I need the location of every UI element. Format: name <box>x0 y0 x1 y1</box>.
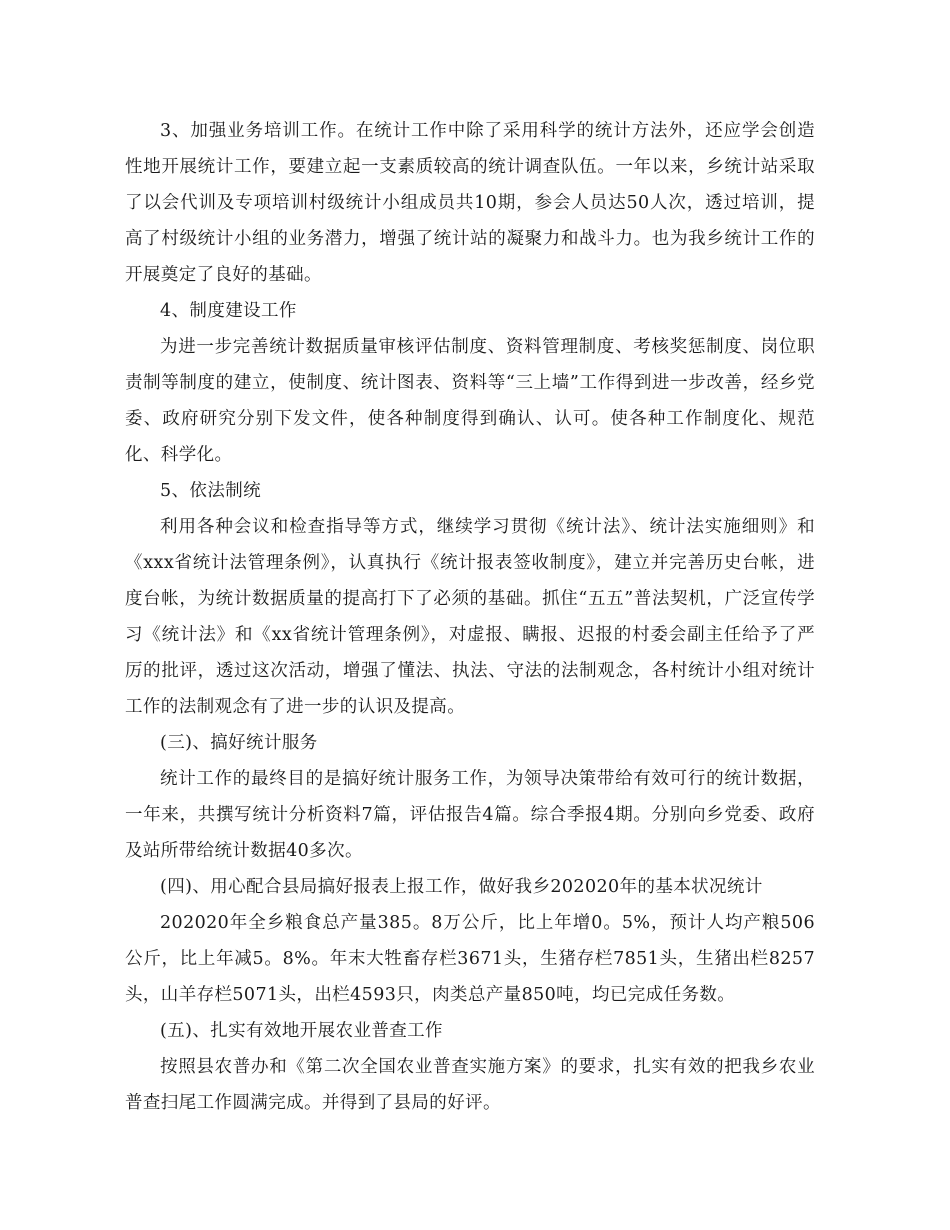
paragraph-agricultural-census: 按照县农普办和《第二次全国农业普查实施方案》的要求，扎实有效的把我乡农业普查扫尾工作圆满完成。并得到了县局的好评。 <box>125 1057 815 1113</box>
paragraph-system-building: 为进一步完善统计数据质量审核评估制度、资料管理制度、考核奖惩制度、岗位职责制等制度的建立，使制度、统计图表、资料等“三上墙”工作得到进一步改善，经乡党委、政府研究分别下发文件，使各种制度得到确认、认可。使各种工作制度化、规范化、科学化。 <box>125 337 815 465</box>
paragraph-annual-statistics: 202020年全乡粮食总产量385。8万公斤，比上年增0。5%，预计人均产粮506公斤，比上年减5。8%。年末大牲畜存栏3671头，生猪存栏7851头，生猪出栏8257头，山羊存栏5071头，出栏4593只，肉类总产量850吨，均已完成任务数。 <box>125 913 815 1005</box>
paragraph-training: 3、加强业务培训工作。在统计工作中除了采用科学的统计方法外，还应学会创造性地开展统计工作，要建立起一支素质较高的统计调查队伍。一年以来，乡统计站采取了以会代训及专项培训村级统计小组成员共10期，参会人员达50人次，透过培训，提高了村级统计小组的业务潜力，增强了统计站的凝聚力和战斗力。也为我乡统计工作的开展奠定了良好的基础。 <box>125 121 815 285</box>
heading-statistical-service: (三)、搞好统计服务 <box>160 733 318 753</box>
document-body <box>125 113 815 1121</box>
heading-system-building: 4、制度建设工作 <box>160 301 297 321</box>
heading-report-submission: (四)、用心配合县局搞好报表上报工作，做好我乡202020年的基本状况统计 <box>160 877 763 897</box>
paragraph-law-based-statistics: 利用各种会议和检查指导等方式，继续学习贯彻《统计法》、统计法实施细则》和《xxx省统计法管理条例》，认真执行《统计报表签收制度》，建立并完善历史台帐，进度台帐，为统计数据质量的提高打下了必须的基础。抓住“五五”普法契机，广泛宣传学习《统计法》和《xx省统计管理条例》，对虚报、瞒报、迟报的村委会副主任给予了严厉的批评，透过这次活动，增强了懂法、执法、守法的法制观念，各村统计小组对统计工作的法制观念有了进一步的认识及提高。 <box>125 517 815 717</box>
paragraph-statistical-service: 统计工作的最终目的是搞好统计服务工作，为领导决策带给有效可行的统计数据，一年来，共撰写统计分析资料7篇，评估报告4篇。综合季报4期。分别向乡党委、政府及站所带给统计数据40多次。 <box>125 769 815 861</box>
heading-law-based-statistics: 5、依法制统 <box>160 481 262 501</box>
heading-agricultural-census: (五)、扎实有效地开展农业普查工作 <box>160 1021 443 1041</box>
